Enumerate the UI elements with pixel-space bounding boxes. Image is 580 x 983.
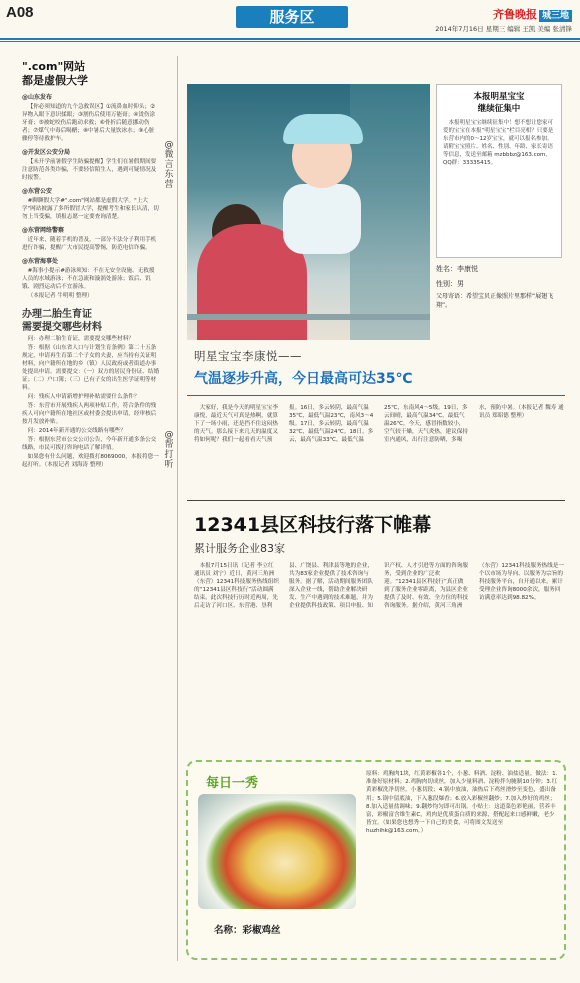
call-text: 本报明星宝宝继续征集中！想不想让您家可爱的宝宝在本报“明星宝宝”栏目亮相？只要是东营市内的0～12岁宝宝，就可以报名参加。请附宝宝照片、姓名、性别、年龄、家长寄语等信息，发送至邮箱 mzbbbz@163.com，QQ群：33335415。 <box>443 120 554 166</box>
call-title-2: 继续征集中 <box>477 104 521 114</box>
article2-headline: 12341县区科技行落下帷幕 <box>194 514 432 536</box>
window-pane <box>350 84 430 340</box>
baby-name: 姓名：李康悦 <box>436 265 478 273</box>
section-title: 服务区 <box>236 6 348 28</box>
baby-photo <box>187 84 430 340</box>
baby-gender: 性别：男 <box>436 280 464 288</box>
qa-item: 问：残疾人申请新增护理补贴需要什么条件？ <box>27 394 140 400</box>
article2-subhead: 累计服务企业83家 <box>194 542 285 555</box>
left-headline-2: 都是虚假大学 <box>22 74 88 87</box>
weibo-source: @开发区公安分局 <box>22 149 71 156</box>
weibo-item <box>22 258 160 291</box>
article1-body: 大家好，我是今天的明星宝宝李康悦，最近天气可真是热啊，就算下了一场小雨，还是挡不住这闷热的天气。那么接下来几天的温度又将如何呢？我们一起看看天气预报。16日，多云转阴，最高气温35℃，最低气温23℃，南风3～4级。17日，多云转阴，最高气温32℃，最低气温24℃。18日，多云，最高气温33℃，最低气温25℃，东南风4～5级。19日，多云间晴，最高气温34℃，最低气温26℃。今天，感冒指数较小，空气较干燥，天气炎热，建议保持室内通风，出行注意防晒，多喝水，预防中暑。（本报记者 魏寿 通讯员 郑昭德 整理） <box>194 405 564 443</box>
weibo-text: #聊聊假大学#".com"网站都是虚假大学。"上大学"网站披露了多所假冒大学，提醒考生和家长认清，切勿上当受骗，填报志愿一定要查询清楚。 <box>22 198 159 220</box>
qa-item: 答：根据《山东省人口与计划生育条例》第二十五条规定，申请再生育第二个子女的夫妻，应当持有关证明材料，向户籍所在地的乡（镇）人民政府或者街道办事处提出申请。需要提交：（一）双方的居民身份证、结婚证；（二）户口簿；（三）已有子女的出生医学证明等材料。 <box>22 345 160 391</box>
left-headline-1: ".com"网站 <box>22 60 86 73</box>
article2-rule <box>187 500 565 501</box>
article1-rule <box>187 395 565 396</box>
recipe-steps: 原料：鸡胸肉1块，红黄彩椒各1个，小葱、料酒、淀粉、油盐适量。做法：1.准备好原材料；2.鸡胸肉切成丝，加入少量料酒、淀粉拌匀腌制10分钟；3.红黄彩椒洗净切丝，小葱切段；4.锅中放油，油热后下鸡丝滑炒至变色，盛出备用；5.锅中留底油，下入葱段爆香；6.放入彩椒丝翻炒；7.加入炒好的鸡丝；8.加入适量盐调味；9.翻炒均匀即可出锅。小贴士：这道菜色彩艳丽，营养丰富，彩椒富含维生素C，鸡肉是优质蛋白质的来源，搭配起来口感鲜嫩，老少皆宜。（如果您也想秀一下自己的美食，可将图文发送至huzhihk@163.com。） <box>366 771 558 835</box>
issue-meta: 2014年7月16日 星期三 编辑 王凯 美编 张清锋 <box>435 25 572 33</box>
weibo-item <box>22 188 160 221</box>
logo-text: 齐鲁晚报 <box>492 8 537 21</box>
baby-hat <box>283 114 363 144</box>
weibo-editor: （本报记者 牛明明 整理） <box>27 293 93 299</box>
left-headline-4: 需要提交哪些材料 <box>22 322 102 333</box>
weibo-item <box>22 94 160 143</box>
baby-call-box <box>436 84 562 258</box>
weibo-source: @山东发布 <box>22 94 53 101</box>
column-divider <box>177 56 178 961</box>
weibo-source: @东营网络警察 <box>22 227 65 234</box>
baby-body <box>283 184 361 254</box>
weibo-source: @东营海事处 <box>22 258 59 265</box>
weibo-text: 【未开学前暑假学生防骗提醒】学生们在暑假期间要注意防范各类诈骗，不要轻信陌生人，遇到可疑情况及时报警。 <box>22 159 157 181</box>
qa-item: 问：办理二胎生育证，需要提交哪些材料？ <box>27 336 134 342</box>
weibo-text: 近年来，随着手机的普及，一部分不法分子利用手机进行诈骗，提醒广大市民提高警惕，防范电信诈骗。 <box>22 237 157 251</box>
side-label-weiyan: @微言东营 <box>164 140 174 190</box>
baby-info <box>436 262 562 310</box>
recipe-section-title: 每日一秀 <box>206 776 259 791</box>
article2-body: 本报7月15日讯（记者 李立红 通讯员 刘宁）近日，黄河三角洲（东营）12341科技服务热线组织的“12341县区科技行”活动圆满结束。此次科技行历时近两周，先后走访了河口区、东营港、垦利县、广饶县、利津县等地的企业，共为83家企业提供了技术咨询与服务。据了解，活动期间服务团队深入企业一线，帮助企业解决研发、生产中遇到的技术难题，并为企业提供科技政策、项目申报、知识产权、人才引进等方面的咨询服务，受到企业的广泛欢迎。“12341县区科技行”真正做到了服务企业零距离，为县区企业提供了及时、有效、全方位的科技咨询服务。据介绍，黄河三角洲（东营）12341科技服务热线是一个以市场为导向、以服务为宗旨的科技服务平台，自开通以来，累计受理企业咨询8000余次，服务回访满意率达到98.82%。 <box>194 563 564 609</box>
side-label-bangdating: @帮打听 <box>164 430 174 470</box>
page-number: A08 <box>6 4 34 21</box>
recipe-box <box>186 760 566 960</box>
newspaper-logo <box>493 6 572 22</box>
weibo-source: @东营公安 <box>22 188 53 195</box>
parents-message: 父母寄语：希望宝贝正像照片里那样“展翅飞翔”。 <box>436 293 554 309</box>
header-rule-thin <box>0 41 580 42</box>
weibo-text: 【你必须知道的九个急救误区】①流鼻血时仰头；②异物入眼下意识揉眼；③割伤后使用万能膏；④烫伤涂牙膏；⑤被蛇咬伤后跑动求救；⑥骨折后随意挪动伤者；⑦煤气中毒后喝醋；⑧中暑后大量饮冰水；⑨心脏骤停等待救护车。 <box>22 104 156 142</box>
weibo-item <box>22 227 160 252</box>
logo-tag: 城三地 <box>539 10 572 22</box>
weibo-text: #海事小提示#游泳须知：不在无安全设施、无救援人员的水域游泳；不在急流和漩涡处游泳；饭后、饥饿、剧烈运动后不宜游泳。 <box>22 268 155 290</box>
qa-footer: 如果您有什么问题，欢迎拨打8069000，本报将您一起打听。（本报记者 刘海涛 整理） <box>22 454 159 468</box>
header-rule <box>0 38 580 40</box>
article1-headline: 气温逐步升高，今日最高可达35℃ <box>194 371 413 387</box>
left-column <box>22 60 160 960</box>
call-title: 本报明星宝宝 <box>473 92 525 102</box>
weibo-item <box>22 149 160 182</box>
left-headline-3: 办理二胎生育证 <box>22 309 92 320</box>
qa-item: 答：东营市开展残疾人两项补贴工作，符合条件的残疾人可向户籍所在地社区或村委会提出申请，经审核后按月发放补贴。 <box>22 403 157 425</box>
dish-name: 名称：彩椒鸡丝 <box>214 925 281 936</box>
qa-item: 答：根据东营市公交公司公告，今年新开通多条公交线路，市民可拨打咨询电话了解详情。 <box>22 437 157 451</box>
qa-item: 问：2014年新开通的公交线路有哪些？ <box>27 428 126 434</box>
dish-photo <box>198 794 356 909</box>
article1-kicker: 明星宝宝李康悦—— <box>194 349 302 363</box>
railing <box>187 314 430 320</box>
